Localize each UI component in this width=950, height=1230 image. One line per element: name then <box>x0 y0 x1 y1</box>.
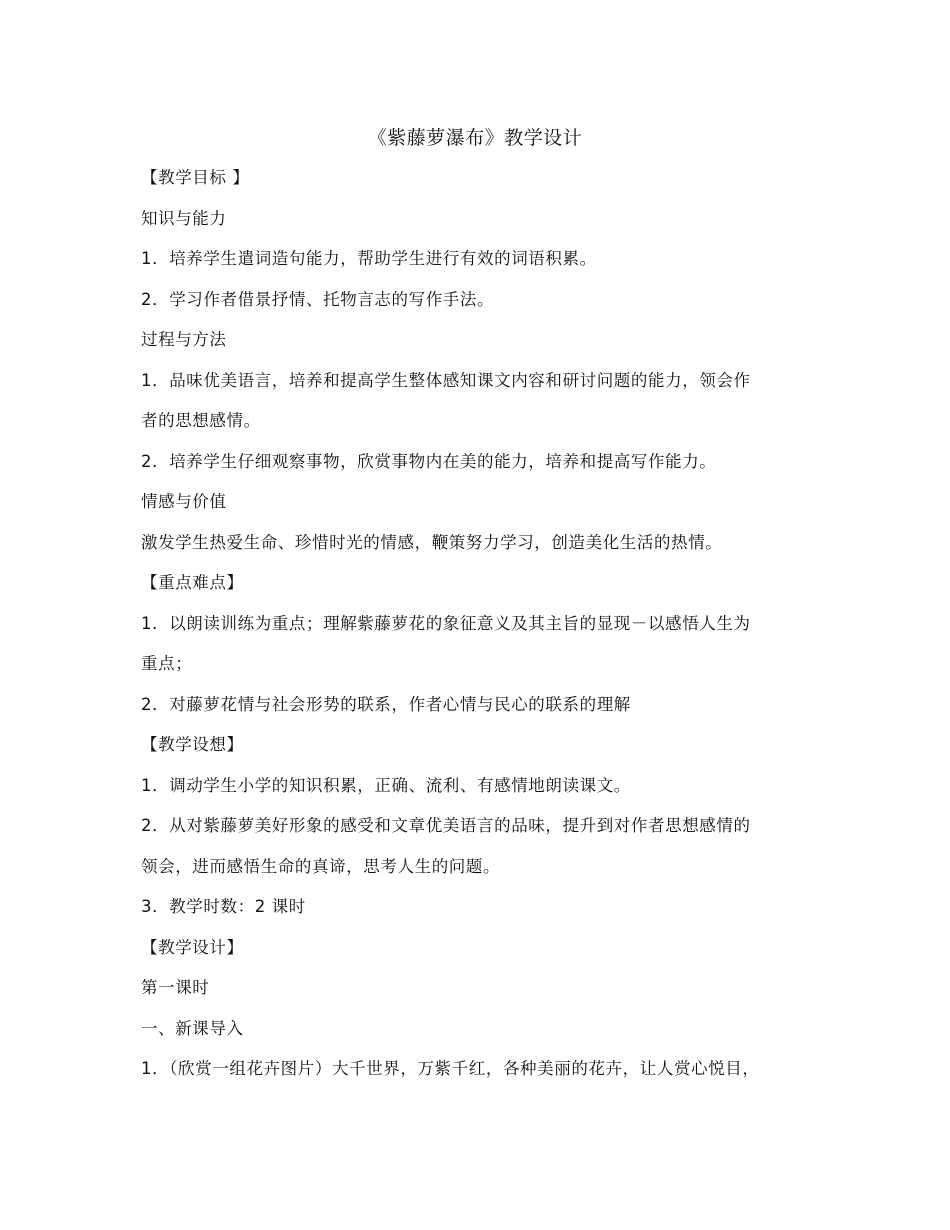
paragraph-line: 1．品味优美语言，培养和提高学生整体感知课文内容和研讨问题的能力，领会作 <box>141 371 751 390</box>
subheading-introduction: 一、新课导入 <box>141 1019 244 1038</box>
subheading-process: 过程与方法 <box>141 330 227 349</box>
paragraph-line: 1．调动学生小学的知识积累，正确、流利、有感情地朗读课文。 <box>141 776 631 795</box>
paragraph-line: 2．从对紫藤萝美好形象的感受和文章优美语言的品味，提升到对作者思想感情的 <box>141 816 751 835</box>
document-title: 《紫藤萝瀑布》教学设计 <box>367 127 583 149</box>
paragraph-line: 1．以朗读训练为重点；理解紫藤萝花的象征意义及其主旨的显现－以感悟人生为 <box>141 614 751 633</box>
subheading-emotion: 情感与价值 <box>141 492 227 511</box>
paragraph-line: 2．培养学生仔细观察事物，欣赏事物内在美的能力，培养和提高写作能力。 <box>141 452 717 471</box>
subheading-knowledge: 知识与能力 <box>141 209 227 228</box>
paragraph-line: 领会，进而感悟生命的真谛，思考人生的问题。 <box>141 857 501 876</box>
paragraph-line: 3．教学时数：2 课时 <box>141 897 306 916</box>
section-heading-design: 【教学设计】 <box>141 938 244 957</box>
section-heading-key-points: 【重点难点】 <box>141 573 244 592</box>
paragraph-line: 重点； <box>141 654 193 673</box>
paragraph-line: 1．（欣赏一组花卉图片）大千世界，万紫千红，各种美丽的花卉，让人赏心悦目， <box>141 1059 760 1078</box>
section-heading-ideas: 【教学设想】 <box>141 735 244 754</box>
paragraph-line: 激发学生热爱生命、珍惜时光的情感，鞭策努力学习，创造美化生活的热情。 <box>141 533 723 552</box>
paragraph-line: 者的思想感情。 <box>141 411 261 430</box>
paragraph-line: 2．对藤萝花情与社会形势的联系，作者心情与民心的联系的理解 <box>141 695 631 714</box>
section-heading-objectives: 【教学目标 】 <box>141 168 250 187</box>
paragraph-line: 1．培养学生遣词造句能力，帮助学生进行有效的词语积累。 <box>141 249 597 268</box>
subheading-first-lesson: 第一课时 <box>141 978 210 997</box>
paragraph-line: 2．学习作者借景抒情、托物言志的写作手法。 <box>141 290 495 309</box>
